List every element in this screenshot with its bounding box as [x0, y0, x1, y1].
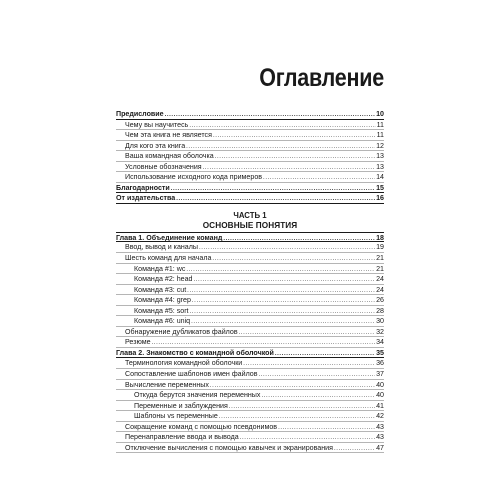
toc-leader-dots: [240, 433, 375, 441]
toc-page-number: 34: [376, 338, 384, 347]
toc-page-number: 40: [376, 380, 384, 389]
toc-leader-dots: [190, 307, 376, 315]
toc-leader-dots: [203, 163, 375, 171]
toc-entry: [116, 264, 384, 275]
toc-leader-dots: [239, 328, 375, 336]
toc-entry-title: Сокращение команд с помощью псевдонимов: [125, 422, 278, 431]
toc-entry-title: Команда #1: wc: [134, 264, 186, 273]
toc-entry-title: Чему вы научитесь: [125, 120, 189, 129]
toc-leader-dots: [192, 296, 375, 304]
toc-leader-dots: [223, 234, 375, 242]
toc-page-number: 37: [376, 370, 384, 379]
toc-entry-main: [116, 232, 384, 243]
toc-entry-main: [116, 193, 384, 204]
toc-leader-dots: [186, 265, 375, 273]
toc-entry: [116, 390, 384, 401]
toc-page-number: 36: [376, 359, 384, 368]
toc-entry: [116, 242, 384, 253]
toc-entry-title: Предисловие: [116, 110, 164, 118]
toc-page-number: 21: [376, 264, 384, 273]
toc-entry-title: Команда #3: cut: [134, 285, 187, 294]
toc-entry-title: Перенаправление ввода и вывода: [125, 433, 239, 442]
toc-leader-dots: [176, 194, 375, 202]
toc-entry: [116, 172, 384, 183]
toc-entry: [116, 306, 384, 317]
toc-page-number: 21: [376, 254, 384, 263]
toc-page-number: 24: [376, 275, 384, 284]
toc-entry-title: От издательства: [116, 194, 176, 203]
toc-entry-title: Команда #2: head: [134, 275, 193, 284]
toc-entry: [116, 141, 384, 152]
toc-page-number: 19: [376, 243, 384, 252]
toc-entry: [116, 411, 384, 422]
toc-leader-dots: [259, 370, 376, 378]
toc-entry-title: Глава 1. Объединение команд: [116, 233, 223, 242]
part-heading: [116, 211, 384, 231]
toc-entry-title: Ваша командная оболочка: [125, 152, 214, 161]
toc-leader-dots: [263, 173, 375, 181]
toc-entry: [116, 162, 384, 173]
toc-entry: [116, 358, 384, 369]
toc-leader-dots: [334, 444, 375, 452]
toc-page-number: 24: [376, 285, 384, 294]
toc-entry-title: Для кого эта книга: [125, 141, 186, 150]
toc-page-number: 47: [376, 443, 384, 452]
toc-leader-dots: [171, 184, 375, 192]
toc-entry: [116, 432, 384, 443]
toc-page-number: 26: [376, 296, 384, 305]
toc-leader-dots: [152, 338, 376, 346]
toc-entry: [116, 285, 384, 296]
toc-entry-title: Использование исходного кода примеров: [125, 173, 263, 182]
toc-leader-dots: [213, 131, 376, 139]
toc-entry: [116, 401, 384, 412]
toc-leader-dots: [199, 243, 375, 251]
toc-entry-title: Шаблоны vs переменные: [134, 412, 218, 421]
toc-entry: [116, 316, 384, 327]
table-of-contents: [116, 109, 384, 453]
toc-entry-title: Обнаружение дубликатов файлов: [125, 327, 238, 336]
toc-page-number: 42: [376, 412, 384, 421]
toc-page-number: 43: [376, 422, 384, 431]
toc-page-number: 43: [376, 433, 384, 442]
toc-entry-title: Терминология командной оболочки: [125, 359, 243, 368]
part-label: ЧАСТЬ 1: [233, 210, 267, 220]
toc-entry-main: [116, 109, 384, 120]
toc-page-number: 30: [376, 317, 384, 326]
toc-leader-dots: [187, 286, 375, 294]
front-matter-list: [116, 109, 384, 204]
toc-entry-title: Условные обозначения: [125, 162, 202, 171]
toc-entry-main: [116, 183, 384, 194]
toc-entry-main: [116, 348, 384, 359]
toc-page-number: 32: [376, 327, 384, 336]
toc-entry: [116, 327, 384, 338]
toc-page-number: 11: [376, 131, 384, 140]
toc-entry: [116, 337, 384, 348]
toc-leader-dots: [186, 142, 375, 150]
toc-page-number: 28: [376, 306, 384, 315]
toc-entry: [116, 369, 384, 380]
toc-entry-title: Сопоставление шаблонов имен файлов: [125, 370, 258, 379]
toc-entry-title: Откуда берутся значения переменных: [134, 391, 261, 400]
toc-page-number: 10: [376, 110, 384, 118]
toc-leader-dots: [189, 121, 375, 129]
toc-leader-dots: [212, 254, 375, 262]
toc-entry-title: Команда #4: grep: [134, 296, 191, 305]
toc-page-number: 13: [376, 152, 384, 161]
toc-entry-title: Ввод, вывод и каналы: [125, 243, 198, 252]
toc-page-number: 11: [376, 120, 384, 129]
toc-leader-dots: [243, 359, 375, 367]
toc-page-number: 12: [376, 141, 384, 150]
toc-entry: [116, 380, 384, 391]
toc-entry-title: Глава 2. Знакомство с командной оболочкой: [116, 348, 274, 357]
toc-leader-dots: [191, 317, 375, 325]
part-subtitle: ОСНОВНЫЕ ПОНЯТИЯ: [202, 220, 298, 230]
toc-leader-dots: [229, 402, 375, 410]
part-entries-list: [116, 232, 384, 453]
toc-entry-title: Отключение вычисления с помощью кавычек и экранирования: [125, 443, 333, 452]
toc-page-number: 13: [376, 162, 384, 171]
toc-leader-dots: [219, 412, 375, 420]
toc-page-number: 16: [376, 194, 384, 203]
toc-page-number: 14: [376, 173, 384, 182]
page-title: Оглавление: [259, 64, 384, 92]
toc-entry: [116, 422, 384, 433]
toc-leader-dots: [278, 423, 375, 431]
toc-entry-title: Команда #6: uniq: [134, 317, 191, 326]
toc-page-number: 18: [376, 233, 384, 242]
toc-entry-title: Шесть команд для начала: [125, 254, 212, 263]
toc-leader-dots: [275, 349, 375, 357]
toc-entry: [116, 274, 384, 285]
toc-entry-title: Вычисление переменных: [125, 380, 209, 389]
toc-entry-title: Переменные и заблуждения: [134, 401, 228, 410]
toc-leader-dots: [215, 152, 375, 160]
toc-page-number: 15: [376, 183, 384, 192]
toc-entry-title: Команда #5: sort: [134, 306, 189, 315]
toc-leader-dots: [261, 391, 375, 399]
toc-leader-dots: [194, 275, 376, 283]
toc-entry: [116, 120, 384, 131]
toc-entry: [116, 253, 384, 264]
toc-entry-title: Благодарности: [116, 183, 170, 192]
toc-entry: [116, 443, 384, 454]
toc-page-number: 40: [376, 391, 384, 400]
toc-entry: [116, 130, 384, 141]
toc-entry-title: Чем эта книга не является: [125, 131, 212, 140]
toc-page-number: 41: [376, 401, 384, 410]
toc-leader-dots: [165, 110, 376, 118]
toc-entry: [116, 151, 384, 162]
toc-entry-title: Резюме: [125, 338, 151, 347]
toc-entry: [116, 295, 384, 306]
toc-leader-dots: [210, 381, 375, 389]
toc-page-number: 35: [376, 348, 384, 357]
